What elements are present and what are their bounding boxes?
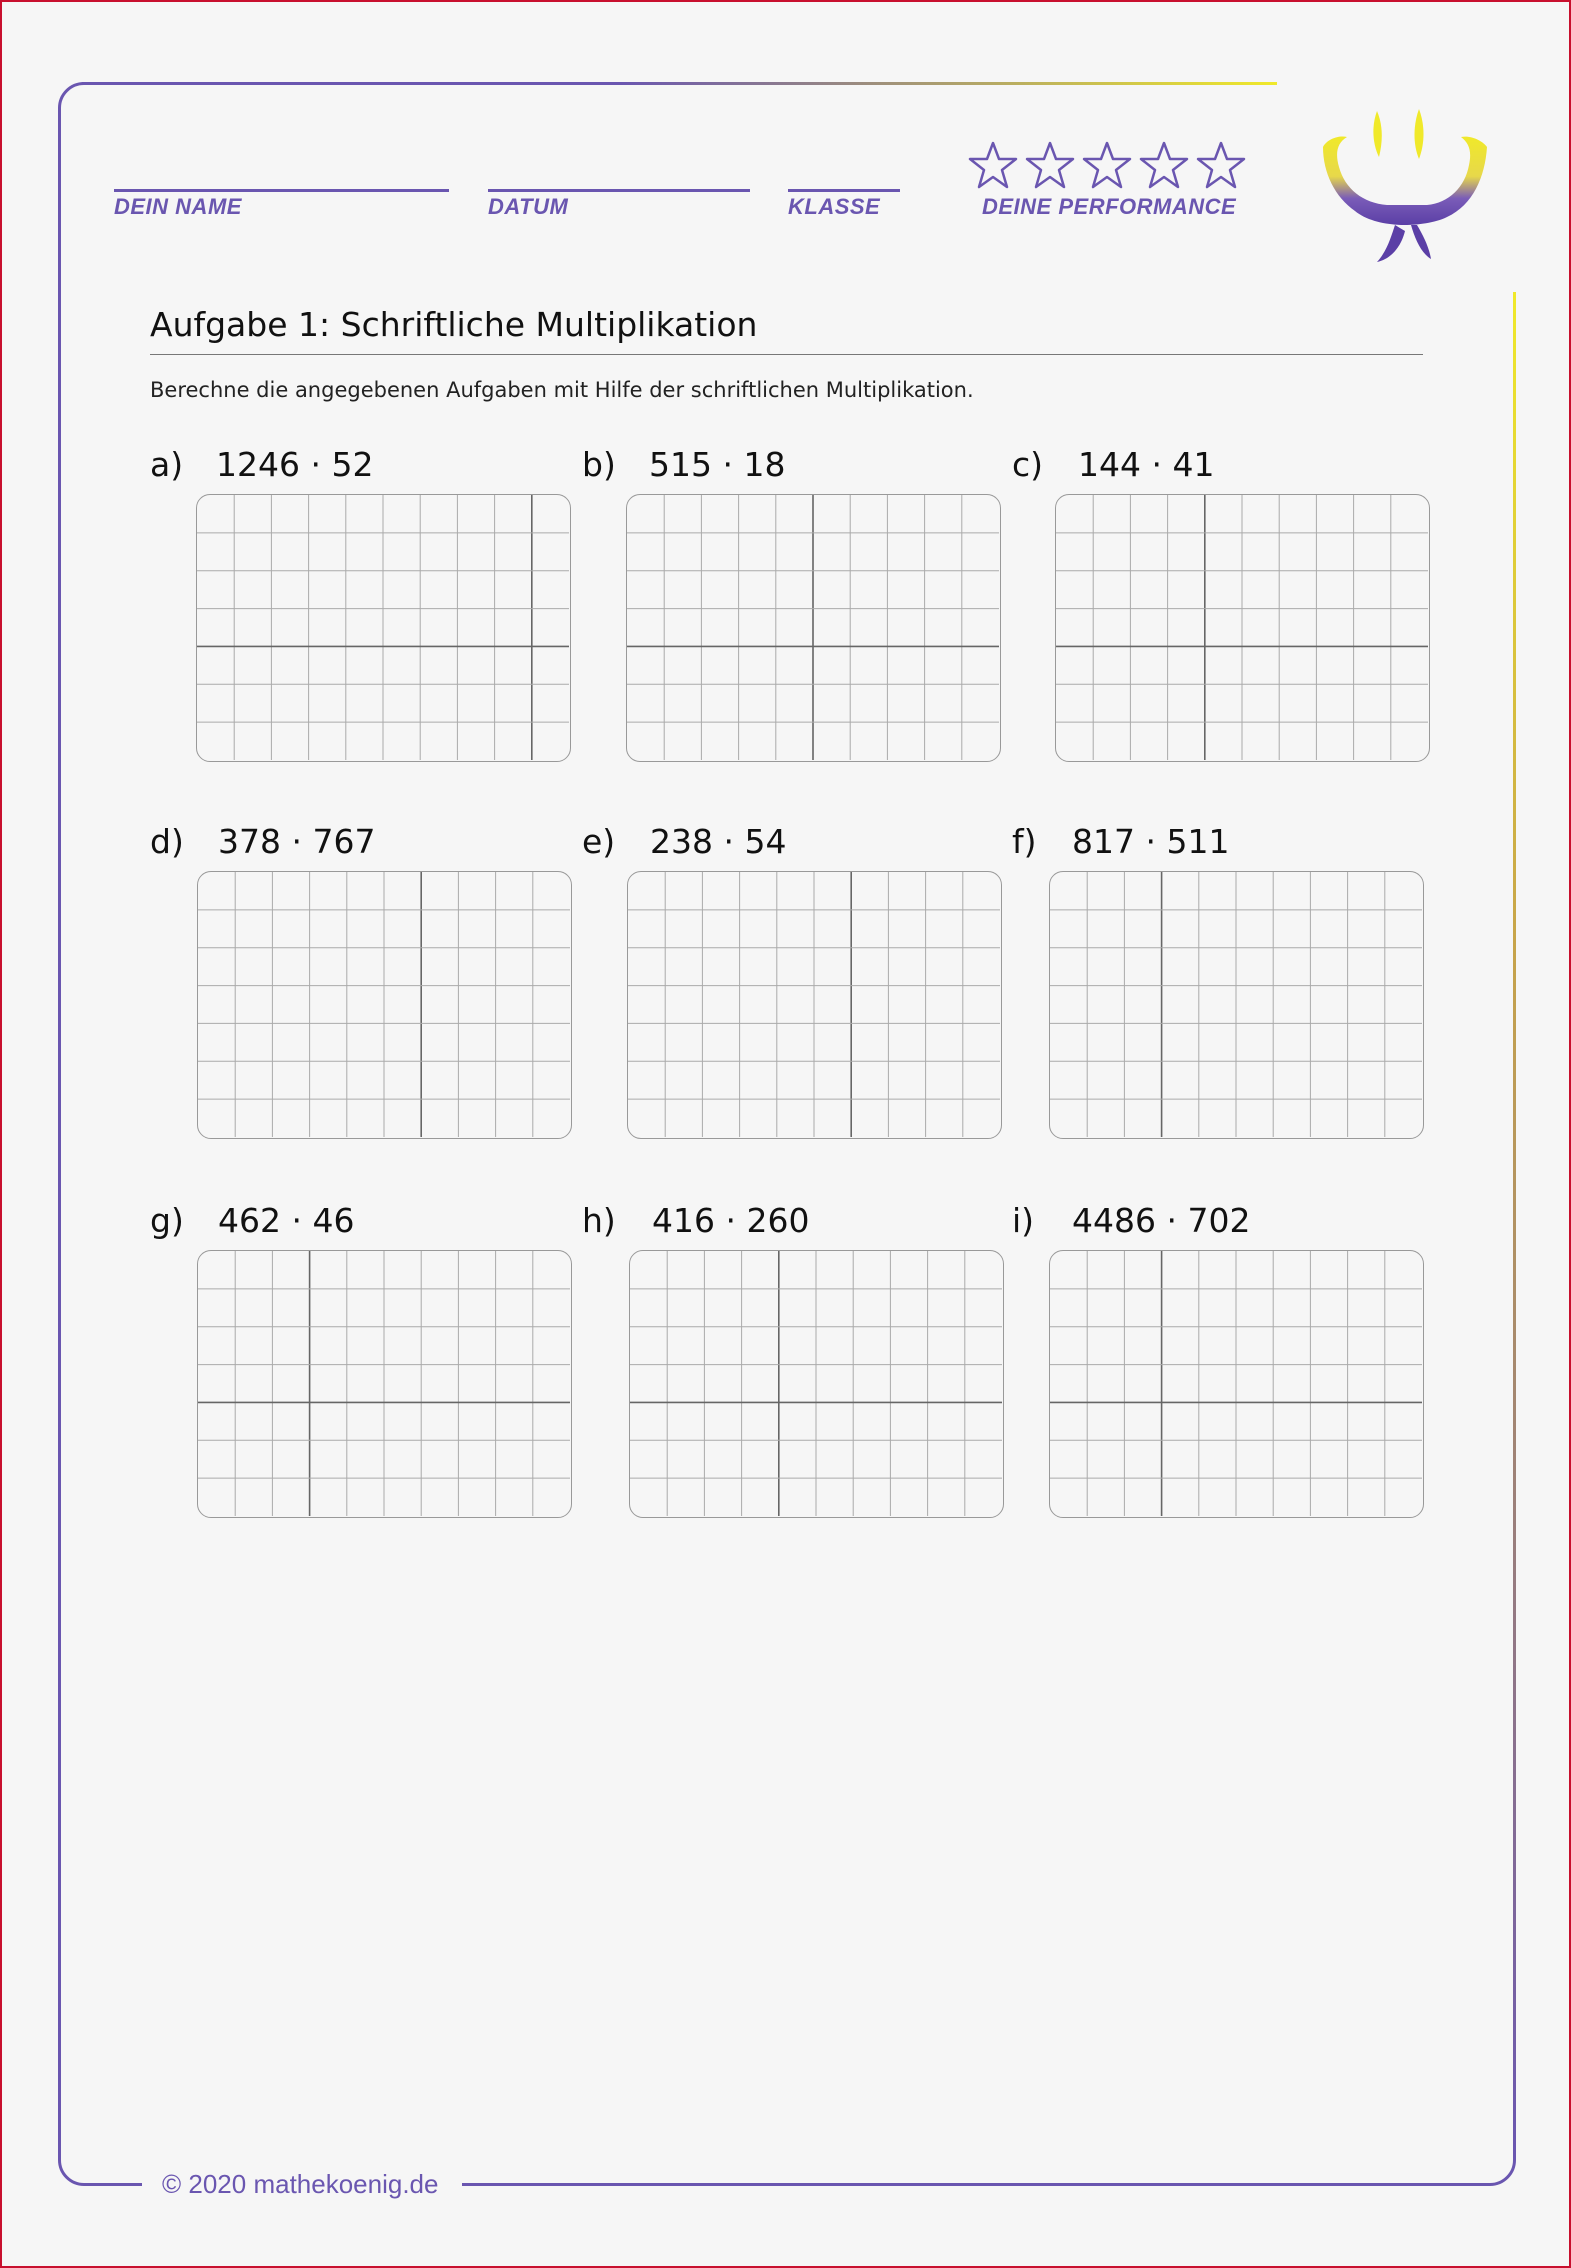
- crown-logo-icon: [1317, 107, 1492, 267]
- problem-label: b): [582, 445, 616, 484]
- star-icon[interactable]: [1196, 140, 1246, 190]
- answer-grid[interactable]: [1049, 871, 1424, 1139]
- star-icon[interactable]: [1025, 140, 1075, 190]
- problem-expression: 1246 · 52: [216, 445, 374, 484]
- problem-label: g): [150, 1201, 184, 1240]
- problem-expression: 515 · 18: [649, 445, 786, 484]
- answer-grid[interactable]: [629, 1250, 1004, 1518]
- problem-label: h): [582, 1201, 616, 1240]
- problem-expression: 144 · 41: [1078, 445, 1215, 484]
- problem-label: a): [150, 445, 184, 484]
- frame-right-accent: [1513, 292, 1516, 2152]
- footer-copyright: © 2020 mathekoenig.de: [162, 2169, 439, 2199]
- date-field-label: DATUM: [488, 194, 569, 219]
- problem-label: f): [1012, 822, 1037, 861]
- problem-label: c): [1012, 445, 1044, 484]
- problem-expression: 238 · 54: [650, 822, 787, 861]
- answer-grid[interactable]: [197, 1250, 572, 1518]
- task-title: Aufgabe 1: Schriftliche Multiplikation: [150, 305, 758, 344]
- date-field-line[interactable]: [488, 189, 750, 192]
- star-icon[interactable]: [1139, 140, 1189, 190]
- answer-grid[interactable]: [196, 494, 571, 762]
- answer-grid[interactable]: [626, 494, 1001, 762]
- problem-label: d): [150, 822, 184, 861]
- frame-top-accent: [82, 82, 1277, 85]
- star-icon[interactable]: [968, 140, 1018, 190]
- answer-grid[interactable]: [1049, 1250, 1424, 1518]
- problem-expression: 4486 · 702: [1072, 1201, 1251, 1240]
- star-icon[interactable]: [1082, 140, 1132, 190]
- class-field-line[interactable]: [788, 189, 900, 192]
- problem-label: e): [582, 822, 616, 861]
- frame-top-mask: [1272, 72, 1532, 94]
- frame-right-mask: [1502, 92, 1532, 292]
- title-divider: [150, 354, 1423, 355]
- name-field-line[interactable]: [114, 189, 449, 192]
- answer-grid[interactable]: [197, 871, 572, 1139]
- problem-label: i): [1012, 1201, 1035, 1240]
- answer-grid[interactable]: [1055, 494, 1430, 762]
- problem-expression: 378 · 767: [218, 822, 376, 861]
- performance-label: DEINE PERFORMANCE: [982, 194, 1237, 219]
- task-instruction: Berechne die angegebenen Aufgaben mit Hilfe der schriftlichen Multiplikation.: [150, 378, 974, 402]
- problem-expression: 416 · 260: [652, 1201, 810, 1240]
- answer-grid[interactable]: [627, 871, 1002, 1139]
- name-field-label: DEIN NAME: [114, 194, 242, 219]
- problem-expression: 817 · 511: [1072, 822, 1230, 861]
- class-field-label: KLASSE: [788, 194, 881, 219]
- problem-expression: 462 · 46: [218, 1201, 355, 1240]
- performance-stars[interactable]: [968, 140, 1246, 190]
